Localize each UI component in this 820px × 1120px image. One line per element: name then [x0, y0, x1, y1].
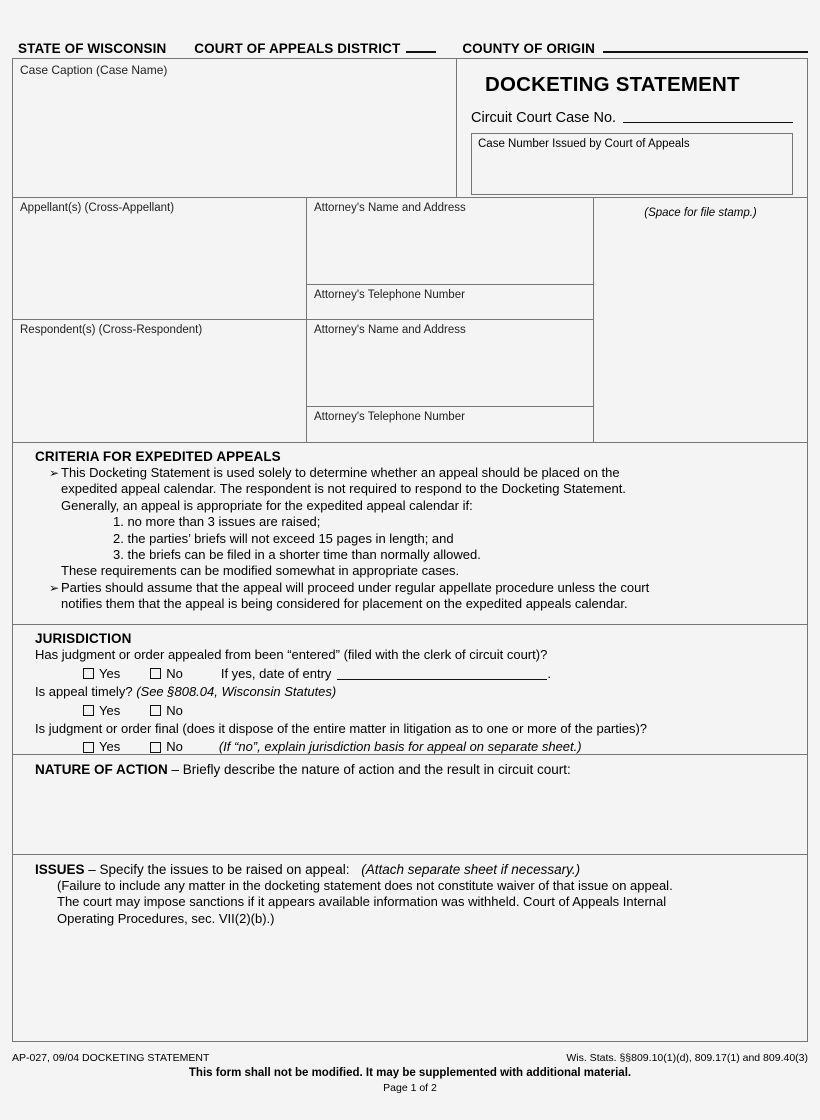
statute-citation-label: Wis. Stats. §§809.10(1)(d), 809.17(1) and 809.40(3)	[566, 1052, 808, 1064]
q2-yes-label: Yes	[99, 702, 121, 718]
form-footer	[12, 1052, 808, 1094]
q3-no-checkbox[interactable]	[150, 742, 161, 753]
county-origin-label: COUNTY OF ORIGIN	[462, 41, 595, 56]
circuit-case-no-row	[471, 110, 793, 126]
criteria-item-3: 3. the briefs can be filed in a shorter time than normally allowed.	[113, 547, 481, 563]
coa-case-number-field[interactable]	[471, 133, 793, 195]
file-stamp-area	[593, 198, 807, 442]
criteria-bullet-2-line-1: Parties should assume that the appeal will proceed under regular appellate procedure unless the court	[61, 579, 650, 595]
respondent-label: Respondent(s) (Cross-Respondent)	[20, 324, 203, 336]
jurisdiction-question-2	[35, 684, 797, 701]
jurisdiction-q3-note: (If “no”, explain jurisdiction basis for appeal on separate sheet.)	[218, 739, 582, 755]
criteria-heading: CRITERIA FOR EXPEDITED APPEALS	[35, 449, 281, 464]
criteria-bullet-1-line-1: This Docketing Statement is used solely to determine whether an appeal should be placed on the	[61, 465, 620, 480]
nature-of-action-instruction: – Briefly describe the nature of action and the result in circuit court:	[167, 762, 571, 777]
issues-note-line-4: Operating Procedures, sec. VII(2)(b).)	[57, 910, 275, 926]
nature-of-action-heading: NATURE OF ACTION	[35, 762, 168, 777]
q3-no-label: No	[166, 739, 183, 755]
nature-of-action-heading-row	[35, 761, 797, 778]
appellant-attorney-phone-field[interactable]	[307, 285, 593, 320]
circuit-case-no-label: Circuit Court Case No.	[471, 110, 617, 126]
appellant-attorney-address-field[interactable]	[307, 198, 593, 285]
issues-section[interactable]	[13, 855, 807, 935]
q1-yes-checkbox[interactable]	[83, 668, 94, 679]
caption-row	[13, 59, 807, 198]
respondent-attorney-phone-field[interactable]	[307, 407, 593, 443]
jurisdiction-section	[13, 625, 807, 755]
court-district-label: COURT OF APPEALS DISTRICT	[194, 41, 401, 56]
state-label: STATE OF WISCONSIN	[18, 41, 167, 56]
arrow-bullet-icon-2: ➢	[49, 580, 60, 595]
attorneys-column	[306, 198, 593, 442]
nature-of-action-section[interactable]	[13, 755, 807, 855]
appellant-field[interactable]	[13, 198, 306, 320]
district-input-rule[interactable]	[406, 51, 436, 53]
attorney-phone-label: Attorney's Telephone Number	[314, 289, 465, 301]
criteria-item-1: 1. no more than 3 issues are raised;	[113, 514, 321, 530]
page-number: Page 1 of 2	[383, 1082, 437, 1094]
criteria-bullet-1-line-2: expedited appeal calendar. The respondent is not required to respond to the Docketing Statement.	[61, 481, 626, 497]
criteria-item-2: 2. the parties’ briefs will not exceed 15 pages in length; and	[113, 530, 454, 546]
issues-note-line-2: (Failure to include any matter in the docketing statement does not constitute waiver of that issue on appeal.	[57, 878, 673, 893]
q1-yes-label: Yes	[99, 665, 121, 681]
appellant-label: Appellant(s) (Cross-Appellant)	[20, 202, 175, 214]
form-id-label: AP-027, 09/04 DOCKETING STATEMENT	[12, 1052, 210, 1064]
jurisdiction-q1-answers	[83, 664, 797, 684]
jurisdiction-question-1: Has judgment or order appealed from been “entered” (filed with the clerk of circuit court)?	[35, 647, 548, 662]
issues-instruction: – Specify the issues to be raised on appeal:	[84, 862, 350, 877]
respondent-field[interactable]	[13, 320, 306, 443]
criteria-bullet-2-line-2: notifies them that the appeal is being considered for placement on the expedited appeals calendar.	[61, 596, 628, 612]
jurisdiction-q2-citation: (See §808.04, Wisconsin Statutes)	[136, 683, 337, 699]
q2-yes-checkbox[interactable]	[83, 705, 94, 716]
attorney-phone-label-2: Attorney's Telephone Number	[314, 411, 465, 423]
q2-no-label: No	[166, 702, 183, 718]
criteria-bullet-1-line-3: Generally, an appeal is appropriate for the expedited appeal calendar if:	[61, 497, 473, 513]
issues-heading: ISSUES	[35, 862, 85, 877]
attorney-name-label: Attorney's Name and Address	[314, 202, 466, 214]
criteria-section	[13, 443, 807, 625]
jurisdiction-question-3: Is judgment or order final (does it dispose of the entire matter in litigation as to one or more of the parties)?	[35, 720, 648, 736]
parties-column	[13, 198, 306, 442]
criteria-bullet-1	[35, 465, 797, 481]
q1-no-checkbox[interactable]	[150, 668, 161, 679]
jurisdiction-heading: JURISDICTION	[35, 631, 132, 646]
docketing-statement-panel	[456, 59, 807, 197]
circuit-case-no-input[interactable]	[623, 122, 793, 123]
issues-note-line-3: The court may impose sanctions if it appears available information was withheld. Court of Appeals Internal	[57, 894, 667, 910]
issues-heading-row	[35, 861, 797, 878]
file-stamp-label: (Space for file stamp.)	[644, 207, 757, 219]
date-of-entry-label: If yes, date of entry	[220, 665, 332, 681]
form-outer-box	[12, 58, 808, 1042]
q1-no-label: No	[166, 665, 183, 681]
date-of-entry-input[interactable]	[337, 679, 547, 680]
footer-notice: This form shall not be modified. It may be supplemented with additional material.	[188, 1067, 632, 1079]
footer-top-row	[12, 1052, 808, 1064]
respondent-attorney-address-field[interactable]	[307, 320, 593, 407]
jurisdiction-q2-answers	[83, 701, 797, 721]
criteria-bullet-2	[35, 580, 797, 596]
jurisdiction-q2-text: Is appeal timely?	[35, 683, 133, 699]
date-of-entry-period: .	[547, 665, 552, 681]
case-caption-label: Case Caption (Case Name)	[20, 63, 168, 77]
date-of-entry-group	[221, 665, 551, 683]
issues-attach-note: (Attach separate sheet if necessary.)	[361, 862, 581, 877]
case-caption-field[interactable]	[13, 59, 456, 197]
form-top-header	[18, 36, 808, 56]
page-title: DOCKETING STATEMENT	[485, 73, 740, 96]
q3-yes-label: Yes	[99, 739, 121, 755]
attorney-name-label-2: Attorney's Name and Address	[314, 324, 466, 336]
parties-grid	[13, 198, 807, 443]
arrow-bullet-icon: ➢	[49, 466, 60, 480]
coa-case-number-label: Case Number Issued by Court of Appeals	[478, 138, 690, 150]
criteria-closing-line: These requirements can be modified somewhat in appropriate cases.	[61, 563, 460, 579]
county-input-rule[interactable]	[603, 51, 808, 53]
q3-yes-checkbox[interactable]	[83, 742, 94, 753]
q2-no-checkbox[interactable]	[150, 705, 161, 716]
